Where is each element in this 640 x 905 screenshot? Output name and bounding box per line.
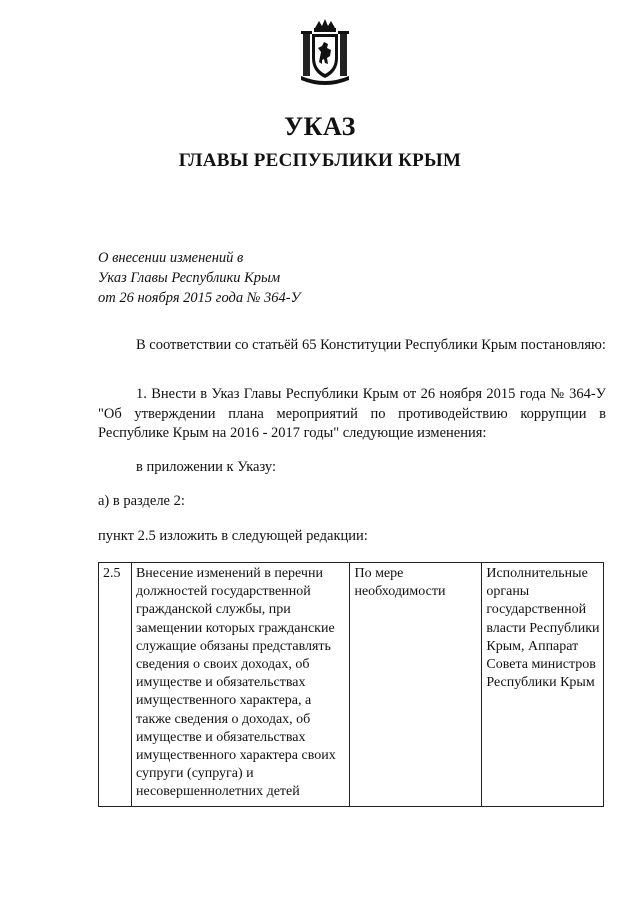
section-paragraph: а) в разделе 2: [98, 493, 185, 509]
table-cell-deadline: По мере необходимости [350, 563, 482, 807]
table-cell-number: 2.5 [99, 563, 132, 807]
subject-line: О внесении изменений в [98, 250, 244, 266]
document-subtitle: ГЛАВЫ РЕСПУБЛИКИ КРЫМ [178, 150, 462, 171]
measures-table [98, 562, 604, 807]
table-cell-description: Внесение изменений в перечни должностей государственной гражданской службы, при замещении которых гражданские служащие обязаны представлять сведения о своих доходах, об имуществе и обязательствах имущественного характера, а также сведения о доходах, об имуществе и обязательствах имущественного характера своих супруги (супруга) и несовершеннолетних детей [131, 563, 349, 807]
document-title: УКАЗ [284, 112, 356, 141]
document-subject [98, 248, 398, 308]
item-paragraph: пункт 2.5 изложить в следующей редакции: [98, 528, 368, 544]
clause-1-paragraph: 1. Внести в Указ Главы Республики Крым от 26 ноября 2015 года № 364-У "Об утверждении плана мероприятий по противодействию коррупции в Республике Крым на 2016 - 2017 годы" следующие изменения: [98, 386, 606, 441]
preamble-paragraph: В соответствии со статьёй 65 Конституции Республики Крым постановляю: [136, 337, 606, 353]
crimea-coat-of-arms-icon [295, 18, 355, 88]
subject-line: Указ Главы Республики Крым [98, 270, 281, 286]
table-row [99, 563, 604, 807]
subject-line: от 26 ноября 2015 года № 364-У [98, 290, 301, 306]
table-cell-responsible: Исполнительные органы государственной власти Республики Крым, Аппарат Совета министров Республики Крым [482, 563, 604, 807]
appendix-paragraph: в приложении к Указу: [136, 459, 276, 475]
